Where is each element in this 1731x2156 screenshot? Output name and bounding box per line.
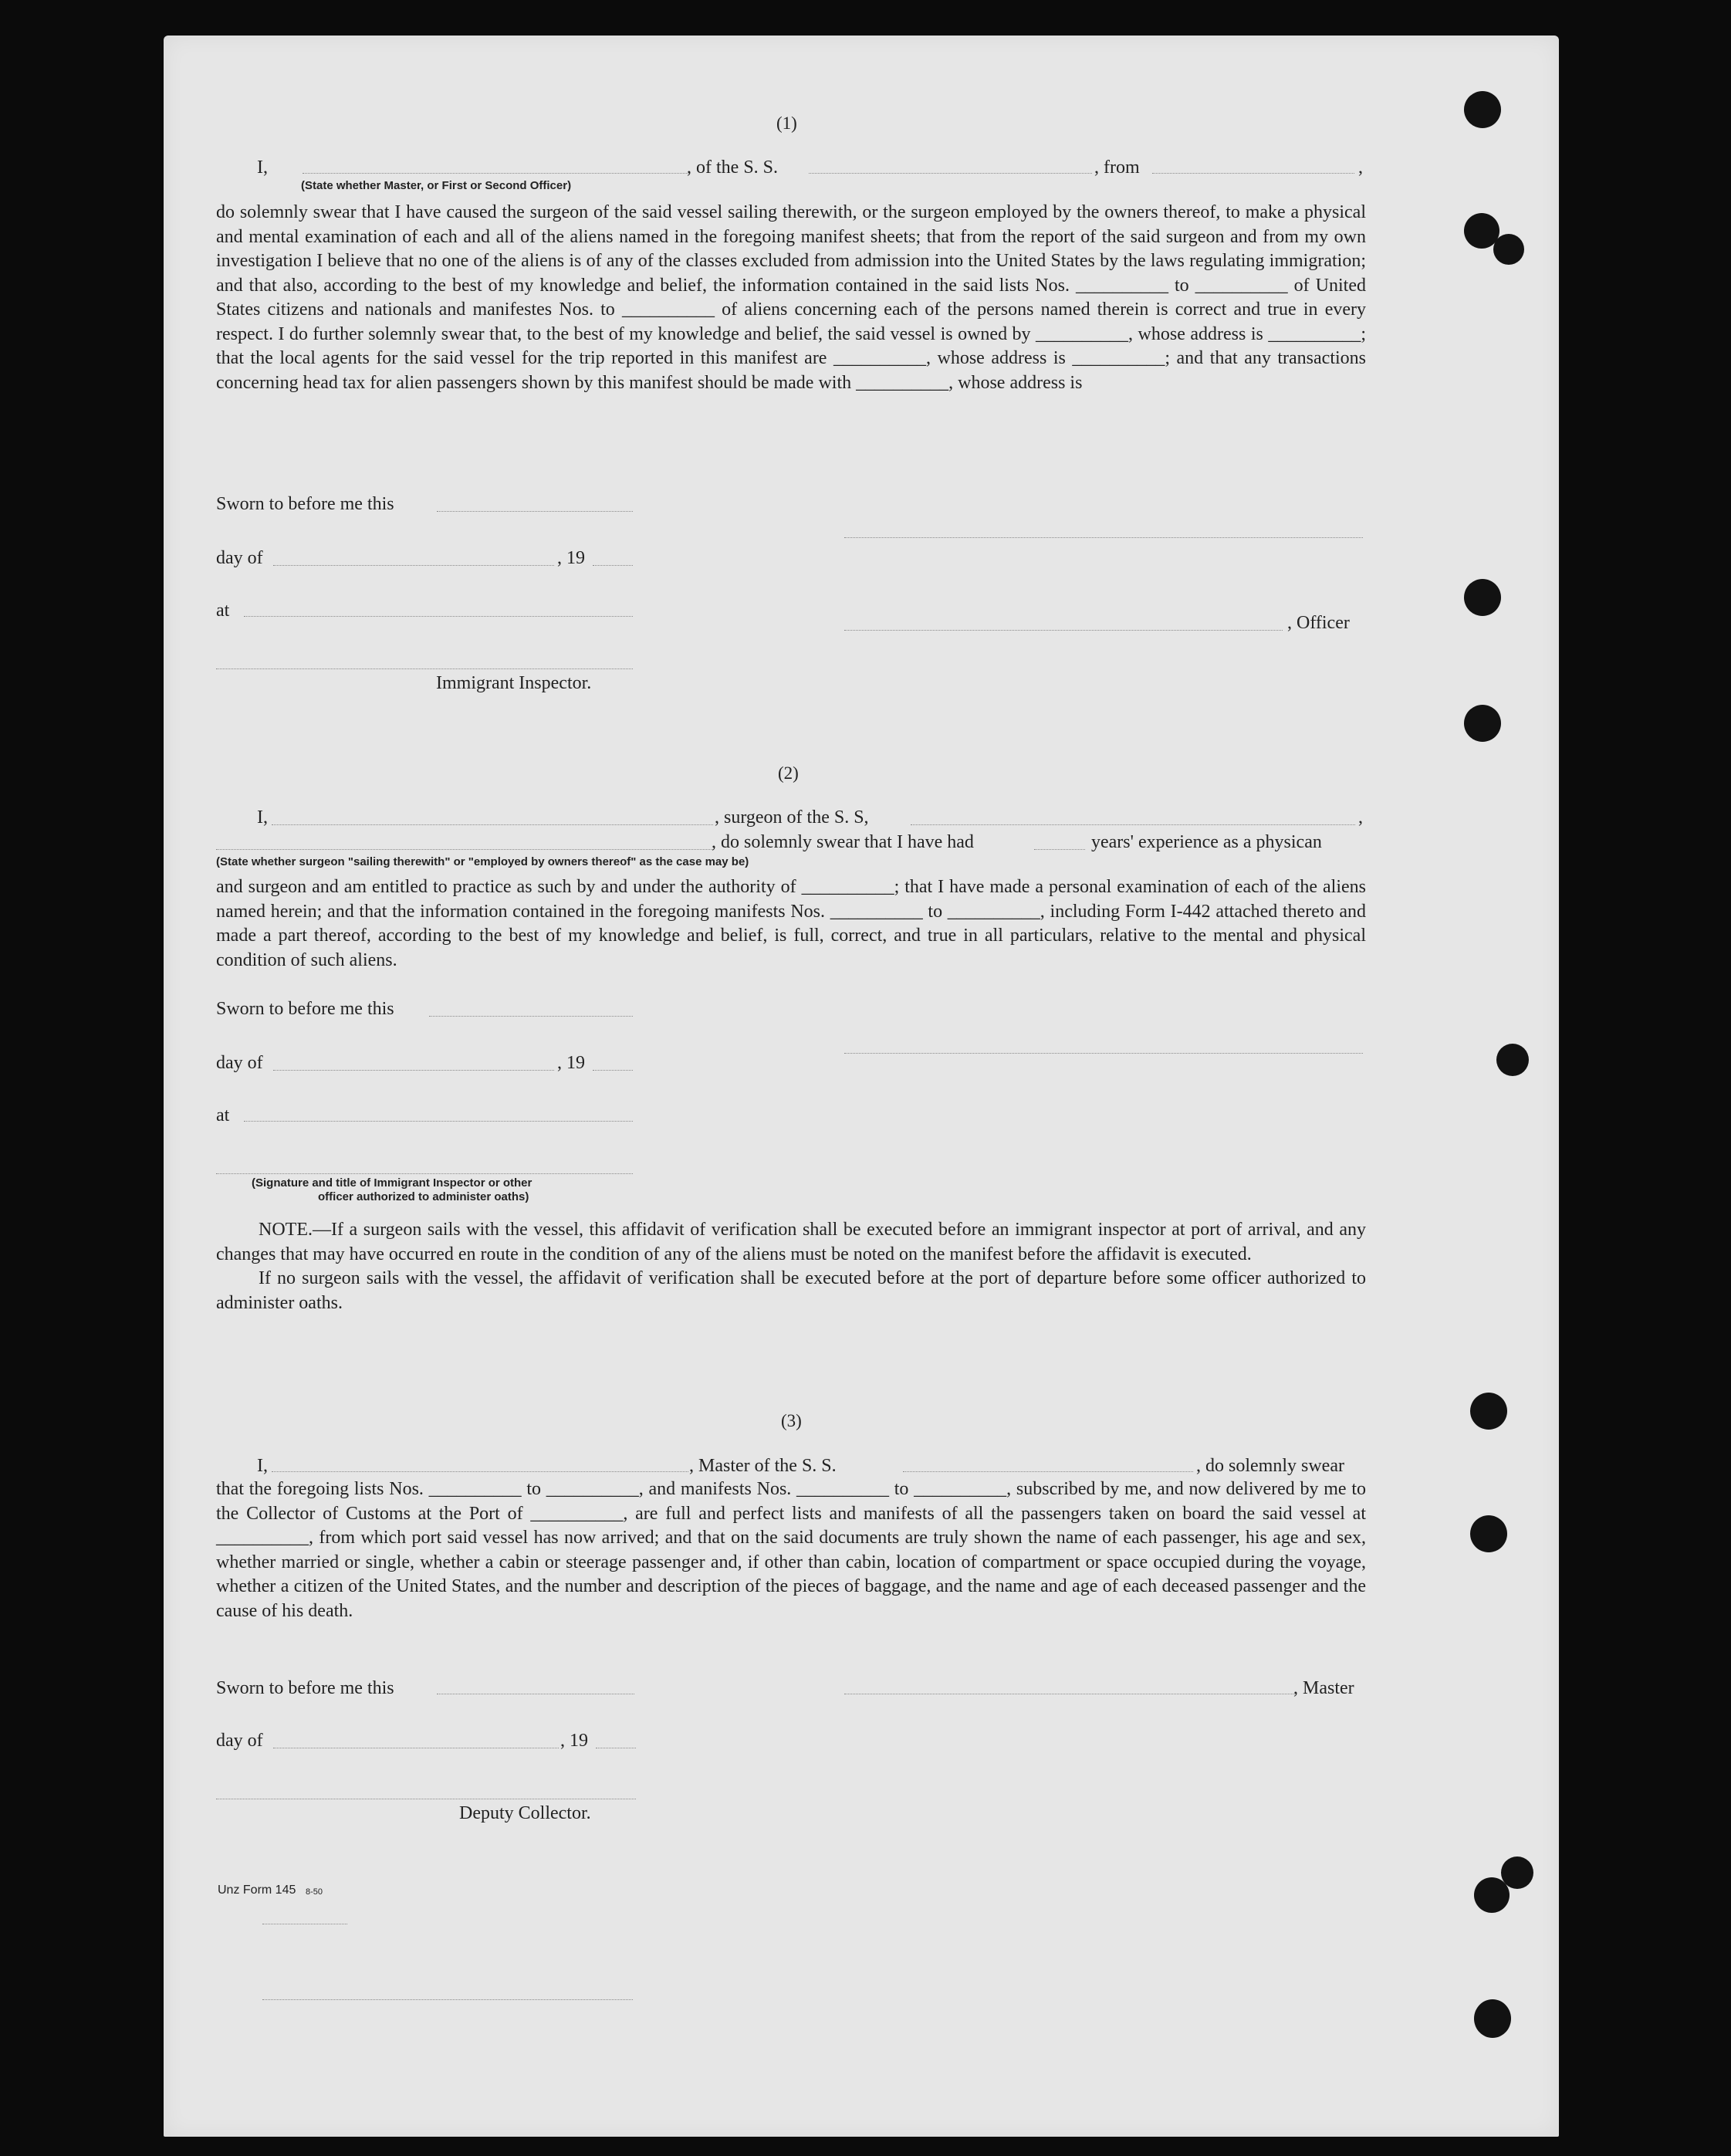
text-comma: , [1358, 157, 1363, 178]
fill-line [903, 1471, 1193, 1472]
year-label: , 19 [557, 1053, 585, 1073]
fill-line [809, 173, 1092, 174]
punch-hole [1464, 579, 1501, 616]
text-comma: , [1358, 807, 1363, 828]
text-i: I, [257, 1456, 268, 1476]
fill-line [272, 824, 713, 825]
punch-hole [1496, 1044, 1529, 1076]
at-label: at [216, 601, 230, 621]
text-i: I, [257, 807, 268, 828]
fill-line [911, 824, 1355, 825]
at-label: at [216, 1105, 230, 1125]
punch-hole [1474, 1877, 1510, 1913]
note-block [216, 1218, 1366, 1315]
signature-line [844, 630, 1283, 631]
oath-body [216, 201, 1366, 395]
fill-line [1152, 173, 1354, 174]
note-paragraph: If no surgeon sails with the vessel, the affidavit of verification shall be executed before at the port of departure before some officer authorized to administer oaths. [216, 1268, 1366, 1313]
fill-line [593, 1070, 633, 1071]
surgeon-text: and surgeon and am entitled to practice as such by and under the authority of __________; that I have made a personal examination of each of the aliens named herein; and that the information contained in the foregoing manifests Nos. __________ to __________, including Form I-442 attached thereto and made a part thereof, according to the best of my knowledge and belief, is full, correct, and true in all particulars, relative to the mental and physical condition of such aliens. [216, 877, 1366, 970]
signature-line [216, 1173, 633, 1174]
year-label: , 19 [557, 548, 585, 568]
fill-line [429, 1016, 633, 1017]
fill-line [273, 565, 554, 566]
signature-line [844, 1053, 1363, 1054]
text-swear: , do solemnly swear [1196, 1456, 1344, 1476]
day-of-label: day of [216, 1731, 263, 1751]
sworn-label: Sworn to before me this [216, 1678, 394, 1698]
year-label: , 19 [560, 1731, 588, 1751]
form-date: 8-50 [306, 1887, 323, 1897]
fill-line [593, 565, 633, 566]
sworn-label: Sworn to before me this [216, 999, 394, 1019]
master-label: , Master [1293, 1678, 1354, 1698]
signature-line [844, 537, 1363, 538]
fill-line [273, 1070, 554, 1071]
fill-line [244, 616, 633, 617]
punch-hole [1464, 91, 1501, 128]
sworn-label: Sworn to before me this [216, 494, 394, 514]
day-of-label: day of [216, 1053, 263, 1073]
signature-hint: officer authorized to administer oaths) [318, 1190, 529, 1203]
signature-line [216, 668, 633, 669]
text-from: , from [1094, 157, 1140, 178]
oath-text: do solemnly swear that I have caused the surgeon of the said vessel sailing therewith, or the surgeon employed by the owners thereof, to make a physical and mental examination of each and all of the aliens named in the foregoing manifest sheets; that from the report of the said surgeon and from my own investigation I believe that no one of the aliens is of any of the classes excluded from admission into the United States by the laws regulating immigration; and that also, according to the best of my knowledge and belief, the information contained in the said lists Nos. __________ to __________ of United States citizens and nationals and manifestes Nos. to __________ of aliens concerning each of the persons named therein is correct and true in every respect. I do further solemnly swear that, to the best of my knowledge and belief, the said vessel is owned by __________, whose address is __________; that the local agents for the said vessel for the trip reported in this manifest are __________, whose address is __________; and that any transactions concerning head tax for alien passengers shown by this manifest should be made with __________, whose address is [216, 202, 1366, 393]
surgeon-body [216, 875, 1366, 973]
section-number: (1) [776, 113, 797, 133]
punch-hole [1493, 234, 1524, 265]
inspector-label: Immigrant Inspector. [436, 673, 592, 693]
section-number: (2) [778, 763, 799, 783]
text-surgeon: , surgeon of the S. S, [715, 807, 869, 828]
text-years: years' experience as a physican [1091, 832, 1322, 852]
officer-label: , Officer [1287, 613, 1350, 633]
punch-hole [1464, 705, 1501, 742]
margin-rule [262, 1999, 633, 2000]
punch-hole [1470, 1515, 1507, 1552]
punch-hole [1470, 1393, 1507, 1430]
master-body [216, 1477, 1366, 1623]
fill-line [1034, 849, 1085, 850]
fill-line [244, 1121, 633, 1122]
field-hint: (State whether Master, or First or Second Officer) [301, 179, 572, 192]
signature-hint: (Signature and title of Immigrant Inspector or other [252, 1176, 532, 1190]
fill-line [303, 173, 688, 174]
text-swear: , do solemnly swear that I have had [712, 832, 974, 852]
text-of-ss: , of the S. S. [687, 157, 779, 178]
punch-hole [1474, 1999, 1511, 2038]
text-master-of: , Master of the S. S. [689, 1456, 837, 1476]
master-text: that the foregoing lists Nos. __________ to __________, and manifests Nos. __________ to __________, subscribed by me, and now delivered by me to the Collector of Customs at the Port of __________, are full and perfect lists and manifests of all the passengers taken on board the said vessel at __________, from which port said vessel has now arrived; and that on the said documents are truly shown the name of each passenger, his age and sex, whether married or single, whether a cabin or steerage passenger and, if other than cabin, location of compartment or space occupied during the voyage, whether a citizen of the United States, and the number and description of the pieces of baggage, and the name and age of each deceased passenger and the cause of his death. [216, 1479, 1366, 1621]
fill-line [272, 1471, 688, 1472]
fill-line [216, 849, 713, 850]
form-id: Unz Form 145 [218, 1884, 296, 1897]
section-number: (3) [781, 1411, 802, 1430]
text-i: I, [257, 157, 268, 178]
fill-line [437, 511, 633, 512]
field-hint: (State whether surgeon "sailing therewith" or "employed by owners thereof" as the case may be) [216, 855, 749, 868]
day-of-label: day of [216, 548, 263, 568]
collector-label: Deputy Collector. [459, 1803, 591, 1823]
note-paragraph: NOTE.—If a surgeon sails with the vessel, this affidavit of verification shall be executed before an immigrant inspector at port of arrival, and any changes that may have occurred en route in the condition of any of the aliens must be noted on the manifest before the affidavit is executed. [216, 1220, 1366, 1264]
